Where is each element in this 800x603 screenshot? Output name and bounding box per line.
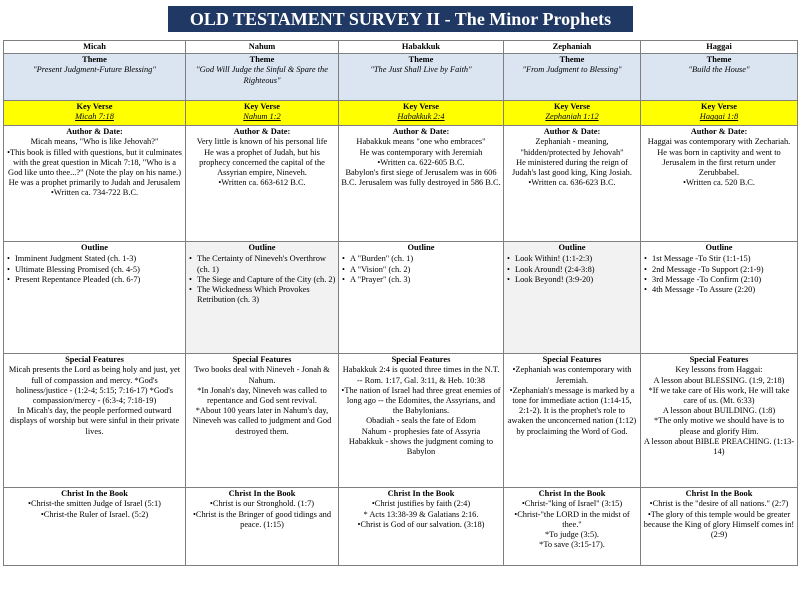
key-verse-label: Key Verse	[76, 102, 113, 112]
christ-line: •The glory of this temple would be greater because the King of glory Himself comes in! (2:9)	[643, 509, 795, 540]
key-verse-link[interactable]: Zephaniah 1:12	[545, 112, 599, 122]
key-verse-link[interactable]: Micah 7:18	[75, 112, 114, 122]
key-verse-label: Key Verse	[553, 102, 591, 112]
author-line: He was a prophet primarily to Judah and Jerusalem	[8, 178, 181, 188]
special-features-label: Special Features	[232, 355, 292, 365]
theme-label: Theme	[249, 55, 275, 65]
key-verse-cell	[641, 101, 798, 126]
christ-line: •Christ is the "desire of all nations." (2:7)	[649, 499, 789, 509]
theme-label: Theme	[706, 55, 732, 65]
special-line: •Zephaniah's message is marked by a tone for immediate action (1:14-15, 2:1-2). It is the prophet's role to awaken the unconcerned nation (1:12) by proclaiming the Word of God.	[507, 385, 637, 436]
author-line: Micah means, "Who is like Jehovah?"	[30, 137, 159, 147]
key-verse-cell	[186, 101, 339, 126]
christ-label: Christ In the Book	[228, 489, 296, 499]
special-line: Two books deal with Nineveh - Jonah & Nahum.	[194, 365, 330, 385]
author-line: •Written ca. 520 B.C.	[683, 178, 755, 188]
outline-item: • 3rd Message -To Confirm (2:10)	[652, 275, 795, 285]
special-features-cell	[4, 354, 186, 488]
christ-cell	[186, 488, 339, 566]
author-date-cell	[186, 126, 339, 242]
outline-item: • Imminent Judgment Stated (ch. 1-3)	[15, 254, 183, 264]
author-date-label: Author & Date:	[66, 127, 123, 137]
special-line: Obadiah - seals the fate of Edom	[366, 416, 476, 426]
author-line: •Written ca. 622-605 B.C.	[377, 157, 465, 167]
outline-item: • 2nd Message -To Support (2:1-9)	[652, 265, 795, 275]
christ-line: * Acts 13:38-39 & Galatians 2:16.	[363, 509, 479, 519]
theme-text: "From Judgment to Blessing"	[522, 65, 622, 75]
christ-line: •Christ justifies by faith (2:4)	[371, 499, 471, 509]
christ-line: •Christ-the Ruler of Israel. (5:2)	[40, 509, 149, 519]
outline-cell	[504, 242, 641, 354]
author-date-label: Author & Date:	[690, 127, 748, 137]
christ-line: •Christ-"king of Israel" (3:15)	[521, 499, 623, 509]
theme-text: "God Will Judge the Sinful & Spare the Righteous"	[196, 65, 328, 85]
theme-label: Theme	[408, 55, 434, 65]
outline-cell	[339, 242, 504, 354]
author-date-label: Author & Date:	[543, 127, 601, 137]
outline-item: • The Wickedness Which Provokes Retribution (ch. 3)	[197, 285, 336, 305]
theme-cell	[186, 54, 339, 101]
special-features-label: Special Features	[65, 355, 124, 365]
outline-item: • 1st Message -To Stir (1:1-15)	[652, 254, 795, 264]
christ-label: Christ In the Book	[685, 489, 753, 499]
outline-item: • Present Repentance Pleaded (ch. 6-7)	[15, 275, 183, 285]
author-date-row	[4, 126, 798, 242]
author-line: He was born in captivity and went to Jerusalem in the first return under Zerubbabel.	[657, 147, 781, 178]
special-line: Key lessons from Haggai:	[675, 365, 763, 375]
book-name: Micah	[4, 41, 186, 54]
special-features-cell	[504, 354, 641, 488]
book-name: Nahum	[186, 41, 339, 54]
book-name: Zephaniah	[504, 41, 641, 54]
special-line: Nahum - prophesies fate of Assyria	[361, 426, 481, 436]
outline-item: • A "Burden" (ch. 1)	[350, 254, 501, 264]
theme-cell	[339, 54, 504, 101]
key-verse-link[interactable]: Haggai 1:8	[699, 112, 739, 122]
key-verse-cell	[339, 101, 504, 126]
theme-text: "Build the House"	[688, 65, 750, 75]
special-line: A lesson about BLESSING. (1:9, 2:18)	[653, 375, 785, 385]
author-line: •Written ca. 663-612 B.C.	[218, 178, 306, 188]
special-line: Micah presents the Lord as being holy and just, yet full of compassion and mercy. *God's holiness/justice - (1:2-4; 5:15; 7:16-17) *God's compassion/mercy - (6:3-4; 7:18-19)	[8, 365, 181, 406]
author-date-cell	[641, 126, 798, 242]
christ-line: •Christ is God of our salvation. (3:18)	[357, 519, 485, 529]
outline-cell	[641, 242, 798, 354]
page-title: OLD TESTAMENT SURVEY II - The Minor Prophets	[168, 6, 633, 32]
author-line: Habakkuk means "one who embraces"	[356, 137, 486, 147]
outline-item: • Ultimate Blessing Promised (ch. 4-5)	[15, 265, 183, 275]
christ-line: •Christ-"the LORD in the midst of thee."	[514, 509, 630, 529]
outline-label: Outline	[705, 243, 733, 253]
special-line: *If we take care of His work, He will take care of us. (Mt. 6:33)	[648, 385, 790, 406]
outline-item: • Look Beyond! (3:9-20)	[515, 275, 638, 285]
author-date-cell	[504, 126, 641, 242]
special-line: Habakkuk - shows the judgment coming to Babylon	[348, 436, 494, 457]
key-verse-link[interactable]: Nahum 1:2	[243, 112, 281, 122]
author-date-label: Author & Date:	[392, 127, 450, 137]
author-line: Haggai was contemporary with Zechariah.	[647, 137, 791, 147]
christ-label: Christ In the Book	[538, 489, 606, 499]
theme-label: Theme	[559, 55, 585, 65]
survey-table	[3, 40, 798, 566]
outline-row	[4, 242, 798, 354]
author-date-cell	[4, 126, 186, 242]
outline-list	[506, 254, 638, 285]
theme-row	[4, 54, 798, 101]
special-features-label: Special Features	[542, 355, 602, 365]
christ-label: Christ In the Book	[61, 489, 128, 499]
key-verse-label: Key Verse	[243, 102, 281, 112]
book-name: Habakkuk	[339, 41, 504, 54]
author-line: Babylon's first siege of Jerusalem was in 606 B.C. Jerusalem was fully destroyed in 586 B.C.	[341, 168, 501, 188]
key-verse-link[interactable]: Habakkuk 2:4	[397, 112, 445, 122]
christ-in-book-row	[4, 488, 798, 566]
special-features-cell	[339, 354, 504, 488]
outline-list	[341, 254, 501, 285]
book-name: Haggai	[641, 41, 798, 54]
key-verse-label: Key Verse	[402, 102, 440, 112]
key-verse-cell	[504, 101, 641, 126]
christ-label: Christ In the Book	[387, 489, 455, 499]
special-line: *The only motive we should have is to please and glorify Him.	[653, 416, 785, 436]
special-features-label: Special Features	[689, 355, 749, 365]
special-features-cell	[186, 354, 339, 488]
book-header-row	[4, 41, 798, 54]
christ-line: •Christ-the smitten Judge of Israel (5:1)	[28, 499, 161, 509]
outline-item: • The Siege and Capture of the City (ch. 2)	[197, 275, 336, 285]
christ-line: •Christ is our Stronghold. (1:7)	[209, 499, 315, 509]
outline-label: Outline	[407, 243, 435, 253]
special-line: *About 100 years later in Nahum's day, Nineveh was called to judgment and God destroyed them.	[192, 406, 332, 436]
christ-line: •Christ is the Bringer of good tidings and peace. (1:15)	[192, 509, 332, 529]
special-line: •Zephaniah was contemporary with Jeremiah.	[512, 365, 632, 385]
outline-list	[188, 254, 336, 305]
outline-list	[6, 254, 183, 285]
author-line: •Written ca. 734-722 B.C.	[50, 188, 139, 198]
outline-label: Outline	[81, 243, 108, 253]
special-line: A lesson about BIBLE PREACHING. (1:13-14)	[643, 436, 795, 457]
christ-line: *To save (3:15-17).	[539, 540, 605, 550]
special-features-cell	[641, 354, 798, 488]
christ-cell	[4, 488, 186, 566]
theme-cell	[504, 54, 641, 101]
special-line: Habakkuk 2:4 is quoted three times in the N.T. -- Rom. 1:17, Gal. 3:11, & Heb. 10:38	[342, 365, 500, 385]
theme-label: Theme	[82, 55, 107, 65]
theme-text: "The Just Shall Live by Faith"	[370, 65, 472, 75]
special-features-label: Special Features	[391, 355, 451, 365]
outline-item: • A "Prayer" (ch. 3)	[350, 275, 501, 285]
author-line: •Written ca. 636-623 B.C.	[528, 178, 616, 188]
key-verse-label: Key Verse	[700, 102, 738, 112]
outline-item: • 4th Message -To Assure (2:20)	[652, 285, 795, 295]
author-date-cell	[339, 126, 504, 242]
theme-cell	[4, 54, 186, 101]
key-verse-cell	[4, 101, 186, 126]
theme-cell	[641, 54, 798, 101]
outline-cell	[186, 242, 339, 354]
special-line: In Micah's day, the people performed outward displays of worship but were sinful in their private lives.	[9, 406, 180, 436]
outline-label: Outline	[248, 243, 276, 253]
author-line: He ministered during the reign of Judah's last good king, King Josiah.	[512, 157, 632, 178]
key-verse-row	[4, 101, 798, 126]
outline-item: • The Certainty of Nineveh's Overthrow (ch. 1)	[197, 254, 336, 274]
christ-line: *To judge (3:5).	[544, 530, 600, 540]
outline-item: • A "Vision" (ch. 2)	[350, 265, 501, 275]
special-line: A lesson about BUILDING. (1:8)	[662, 406, 776, 416]
outline-item: • Look Within! (1:1-2:3)	[515, 254, 638, 264]
author-line: Zephaniah - meaning, "hidden/protected by Jehovah"	[520, 137, 624, 157]
theme-text: "Present Judgment-Future Blessing"	[33, 65, 156, 75]
outline-item: • Look Around! (2:4-3:8)	[515, 265, 638, 275]
special-line: •The nation of Israel had three great enemies of long ago -- the Edomites, the Assyrians, and the Babylonians.	[341, 385, 501, 416]
outline-cell	[4, 242, 186, 354]
author-line: •This book is filled with questions, but it culminates with the great question in Micah 7:18, "Who is a God like unto thee...?" (Note the play on his name.)	[7, 147, 182, 178]
outline-label: Outline	[558, 243, 586, 253]
outline-list	[643, 254, 795, 295]
christ-cell	[504, 488, 641, 566]
author-line: He was contemporary with Jeremiah	[359, 147, 483, 157]
special-features-row	[4, 354, 798, 488]
christ-cell	[339, 488, 504, 566]
author-date-label: Author & Date:	[233, 127, 291, 137]
author-line: He was a prophet of Judah, but his prophecy concerned the capital of the Assyrian empire, Nineveh.	[199, 147, 325, 178]
special-line: *In Jonah's day, Nineveh was called to repentance and God sent revival.	[197, 385, 327, 406]
christ-cell	[641, 488, 798, 566]
author-line: Very little is known of his personal life	[196, 137, 328, 147]
